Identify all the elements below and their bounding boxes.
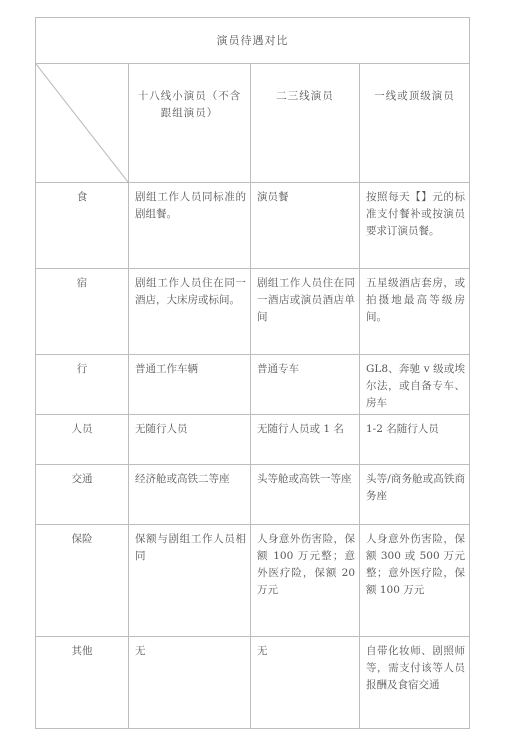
row-label: 交通 — [36, 465, 129, 525]
table-cell: 无 — [129, 637, 251, 729]
row-label: 宿 — [36, 269, 129, 355]
diagonal-line — [36, 64, 128, 182]
header-row — [36, 64, 470, 183]
column-header: 二三线演员 — [251, 64, 360, 183]
table-cell: 普通专车 — [251, 355, 360, 415]
table-row — [36, 183, 470, 269]
table-cell: GL8、奔驰 v 级或埃尔法，或自备专车、房车 — [360, 355, 470, 415]
diagonal-header-cell — [36, 64, 129, 183]
table-cell: 无随行人员 — [129, 415, 251, 465]
table-cell: 头等舱或高铁一等座 — [251, 465, 360, 525]
table-cell: 经济舱或高铁二等座 — [129, 465, 251, 525]
table-row — [36, 415, 470, 465]
table-row — [36, 269, 470, 355]
column-header: 一线或顶级演员 — [360, 64, 470, 183]
table-cell: 无 — [251, 637, 360, 729]
table-row — [36, 637, 470, 729]
row-label: 其他 — [36, 637, 129, 729]
table-cell: 保额与剧组工作人员相同 — [129, 525, 251, 637]
table-cell: 五星级酒店套房，或拍摄地最高等级房间。 — [360, 269, 470, 355]
table-cell: 剧组工作人员住在同一酒店，大床房或标间。 — [129, 269, 251, 355]
table-title: 演员待遇对比 — [36, 18, 470, 64]
table-cell: 头等/商务舱或高铁商务座 — [360, 465, 470, 525]
row-label: 保险 — [36, 525, 129, 637]
table-cell: 1-2 名随行人员 — [360, 415, 470, 465]
comparison-table — [35, 17, 470, 729]
row-label: 人员 — [36, 415, 129, 465]
table-row — [36, 355, 470, 415]
table-cell: 人身意外伤害险，保额 300 或 500 万元整；意外医疗险，保额 100 万元 — [360, 525, 470, 637]
row-label: 行 — [36, 355, 129, 415]
table-cell: 自带化妆师、剧照师等，需支付该等人员报酬及食宿交通 — [360, 637, 470, 729]
table-cell: 按照每天【】元的标准支付餐补或按演员要求订演员餐。 — [360, 183, 470, 269]
table-cell: 演员餐 — [251, 183, 360, 269]
row-label: 食 — [36, 183, 129, 269]
table-cell: 剧组工作人员同标准的剧组餐。 — [129, 183, 251, 269]
table-cell: 剧组工作人员住在同一酒店或演员酒店单间 — [251, 269, 360, 355]
table-row — [36, 465, 470, 525]
table-cell: 普通工作车辆 — [129, 355, 251, 415]
table-cell: 人身意外伤害险，保额 100 万元整；意外医疗险，保额 20 万元 — [251, 525, 360, 637]
title-row — [36, 18, 470, 64]
table-row — [36, 525, 470, 637]
column-header: 十八线小演员（不含跟组演员） — [129, 64, 251, 183]
table-cell: 无随行人员或 1 名 — [251, 415, 360, 465]
